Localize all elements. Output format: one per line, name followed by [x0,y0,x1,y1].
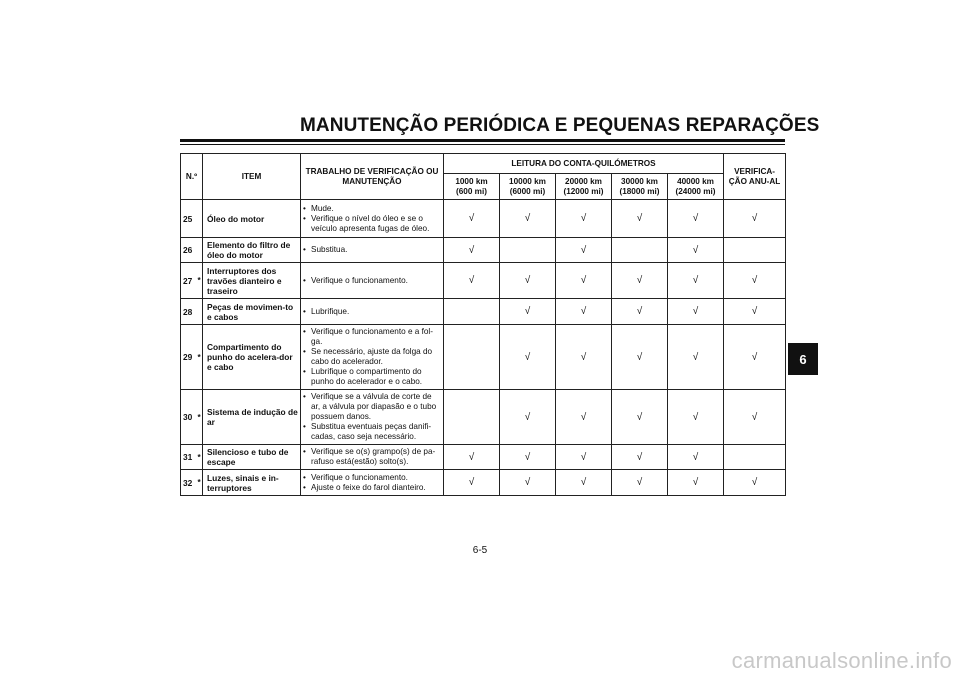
check-annual: √ [724,263,786,299]
check-interval-5: √ [668,263,724,299]
header-item: ITEM [203,154,301,200]
task-item: • Lubrifique o compartimento do punho do acelerador e o cabo. [303,367,441,387]
dealer-mark [196,299,203,325]
check-interval-1 [444,325,500,390]
check-interval-5: √ [668,390,724,445]
check-interval-2: √ [500,263,556,299]
check-interval-1: √ [444,238,500,263]
row-number: 27 [181,263,196,299]
header-interval-1 [444,174,500,200]
header-interval-3 [556,174,612,200]
task-list [303,307,441,317]
table-row [181,299,786,325]
table-row [181,263,786,299]
check-interval-2: √ [500,445,556,470]
title-rule-thin [180,144,785,145]
row-item: Luzes, sinais e in-terruptores [203,470,301,496]
row-number: 31 [181,445,196,470]
check-interval-1: √ [444,445,500,470]
check-interval-4: √ [612,445,668,470]
check-interval-4: √ [612,325,668,390]
check-interval-2: √ [500,325,556,390]
check-interval-1: √ [444,470,500,496]
row-number: 32 [181,470,196,496]
row-work [301,238,444,263]
row-item: Silencioso e tubo de escape [203,445,301,470]
dealer-mark: * [196,445,203,470]
check-interval-5: √ [668,200,724,238]
check-annual [724,238,786,263]
table-row [181,238,786,263]
table-body [181,200,786,496]
check-interval-4: √ [612,470,668,496]
task-item: • Substitua. [303,245,441,255]
maintenance-table [180,153,786,496]
dealer-mark [196,238,203,263]
task-list [303,473,441,493]
task-list [303,245,441,255]
check-interval-4: √ [612,299,668,325]
title-rule [180,139,785,142]
table-row [181,445,786,470]
row-number: 29 [181,325,196,390]
table-row [181,325,786,390]
interval-mi: (18000 mi) [619,186,660,196]
task-item: • Substitua eventuais peças danifi-cadas, caso seja necessário. [303,422,441,442]
interval-km: 30000 km [621,176,658,186]
page-title: MANUTENÇÃO PERIÓDICA E PEQUENAS REPARAÇÕES [300,115,820,136]
task-item: • Mude. [303,204,441,214]
watermark: carmanualsonline.info [731,648,952,673]
check-annual: √ [724,299,786,325]
row-number: 28 [181,299,196,325]
chapter-tab: 6 [788,343,818,375]
task-list [303,327,441,387]
task-item: • Verifique o funcionamento e a fol-ga. [303,327,441,347]
row-work [301,470,444,496]
task-item: • Verifique se o(s) grampo(s) de pa-rafuso está(estão) solto(s). [303,447,441,467]
page-number: 6-5 [472,545,488,556]
interval-mi: (6000 mi) [509,186,546,196]
check-interval-1: √ [444,200,500,238]
interval-mi: (600 mi) [456,186,487,196]
row-work [301,325,444,390]
check-interval-2: √ [500,470,556,496]
header-odometer: LEITURA DO CONTA-QUILÓMETROS [444,154,724,174]
task-list [303,447,441,467]
task-item: • Ajuste o feixe do farol dianteiro. [303,483,441,493]
check-interval-5: √ [668,299,724,325]
dealer-mark: * [196,263,203,299]
check-interval-5: √ [668,445,724,470]
row-number: 25 [181,200,196,238]
interval-km: 20000 km [565,176,602,186]
row-number: 30 [181,390,196,445]
check-interval-2: √ [500,299,556,325]
check-interval-3: √ [556,263,612,299]
check-annual: √ [724,325,786,390]
row-item: Interruptores dos travões dianteiro e traseiro [203,263,301,299]
check-interval-2: √ [500,390,556,445]
check-interval-4 [612,238,668,263]
header-annual: VERIFICA-ÇÃO ANU-AL [724,154,786,200]
task-item: • Verifique o funcionamento. [303,473,441,483]
row-item: Óleo do motor [203,200,301,238]
header-work: TRABALHO DE VERIFICAÇÃO OU MANUTENÇÃO [301,154,444,200]
row-work [301,263,444,299]
check-annual [724,445,786,470]
dealer-mark: * [196,470,203,496]
row-work [301,299,444,325]
table-row [181,200,786,238]
header-interval-4 [612,174,668,200]
check-interval-1: √ [444,263,500,299]
interval-km: 40000 km [677,176,714,186]
row-item: Peças de movimen-to e cabos [203,299,301,325]
check-interval-4: √ [612,390,668,445]
check-interval-4: √ [612,200,668,238]
dealer-mark: * [196,390,203,445]
interval-mi: (12000 mi) [563,186,604,196]
check-annual: √ [724,390,786,445]
check-interval-4: √ [612,263,668,299]
check-interval-3: √ [556,299,612,325]
check-interval-1 [444,299,500,325]
row-work [301,200,444,238]
table-row [181,470,786,496]
check-interval-3: √ [556,390,612,445]
task-list [303,276,441,286]
row-item: Sistema de indução de ar [203,390,301,445]
task-item: • Verifique se a válvula de corte de ar, a válvula por diapasão e o tubo possuem danos. [303,392,441,422]
check-interval-3: √ [556,445,612,470]
header-interval-5 [668,174,724,200]
task-item: • Verifique o funcionamento. [303,276,441,286]
check-annual: √ [724,200,786,238]
check-interval-3: √ [556,200,612,238]
dealer-mark [196,200,203,238]
check-interval-1 [444,390,500,445]
task-list [303,392,441,442]
check-interval-5: √ [668,325,724,390]
check-interval-5: √ [668,238,724,263]
task-item: • Verifique o nível do óleo e se o veículo apresenta fugas de óleo. [303,214,441,234]
row-work [301,390,444,445]
header-no: N.º [181,154,203,200]
check-interval-3: √ [556,325,612,390]
header-interval-2 [500,174,556,200]
check-interval-5: √ [668,470,724,496]
row-work [301,445,444,470]
row-number: 26 [181,238,196,263]
task-item: • Se necessário, ajuste da folga do cabo do acelerador. [303,347,441,367]
dealer-mark: * [196,325,203,390]
check-interval-3: √ [556,238,612,263]
task-list [303,204,441,234]
task-item: • Lubrifique. [303,307,441,317]
check-interval-2: √ [500,200,556,238]
row-item: Elemento do filtro de óleo do motor [203,238,301,263]
check-interval-3: √ [556,470,612,496]
check-interval-2 [500,238,556,263]
table-row [181,390,786,445]
row-item: Compartimento do punho do acelera-dor e cabo [203,325,301,390]
interval-mi: (24000 mi) [675,186,716,196]
interval-km: 1000 km [455,176,488,186]
interval-km: 10000 km [509,176,546,186]
check-annual: √ [724,470,786,496]
